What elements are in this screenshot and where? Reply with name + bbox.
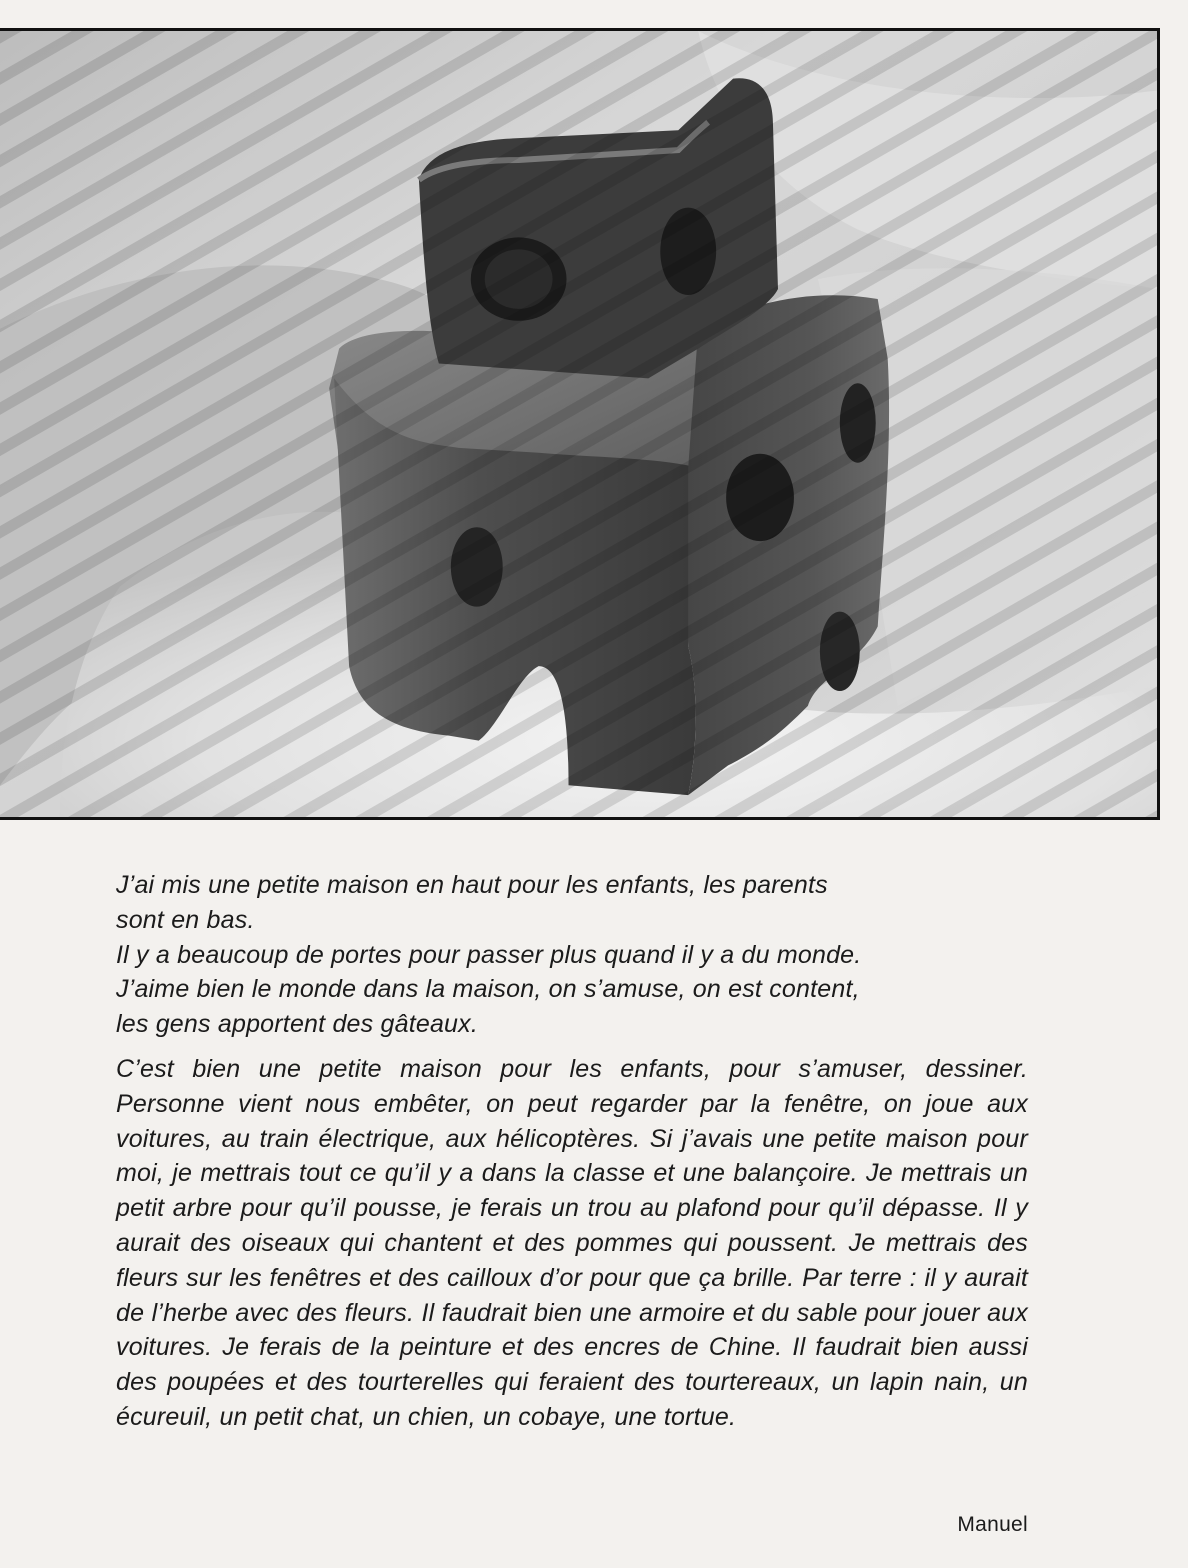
paragraph-1-line-3: Il y a beaucoup de portes pour passer plus quand il y a du monde. <box>116 940 862 969</box>
paragraph-1 <box>116 868 1028 1042</box>
sculpture-photo <box>0 28 1160 820</box>
paragraph-1-line-4: J’aime bien le monde dans la maison, on s’amuse, on est content, <box>116 975 860 1004</box>
paragraph-1-line-5: les gens apportent des gâteaux. <box>116 1010 479 1039</box>
paragraph-1-line-1: J’ai mis une petite maison en haut pour les enfants, les parents <box>116 871 828 899</box>
sculpture-illustration <box>0 31 1157 817</box>
paragraph-2: C’est bien une petite maison pour les enfants, pour s’amuser, dessiner. Personne vient nous embêter, on peut regarder par la fenêtre, on joue aux voitures, au train électrique, aux hélicoptères. Si j’avais une petite maison pour moi, je mettrais tout ce qu’il y a dans la classe et une balançoire. Je mettrais un petit arbre pour qu’il pousse, je ferais un trou au plafond pour qu’il dépasse. Il y aurait des oiseaux qui chantent et des pommes qui poussent. Je mettrais des fleurs sur les fenêtres et des cailloux d’or pour que ça brille. Par terre : il y aurait de l’herbe avec des fleurs. Il faudrait bien une armoire et du sable pour jouer aux voitures. Je ferais de la peinture et des encres de Chine. Il faudrait bien aussi des poupées et des tourterelles qui feraient des tourtereaux, un lapin nain, un écureuil, un petit chat, un chien, un cobaye, une tortue. <box>116 1054 1028 1431</box>
signature: Manuel <box>957 1513 1028 1536</box>
paragraph-1-line-2: sont en bas. <box>116 905 255 934</box>
clay-house <box>0 31 1157 817</box>
story-text <box>116 868 1028 1441</box>
